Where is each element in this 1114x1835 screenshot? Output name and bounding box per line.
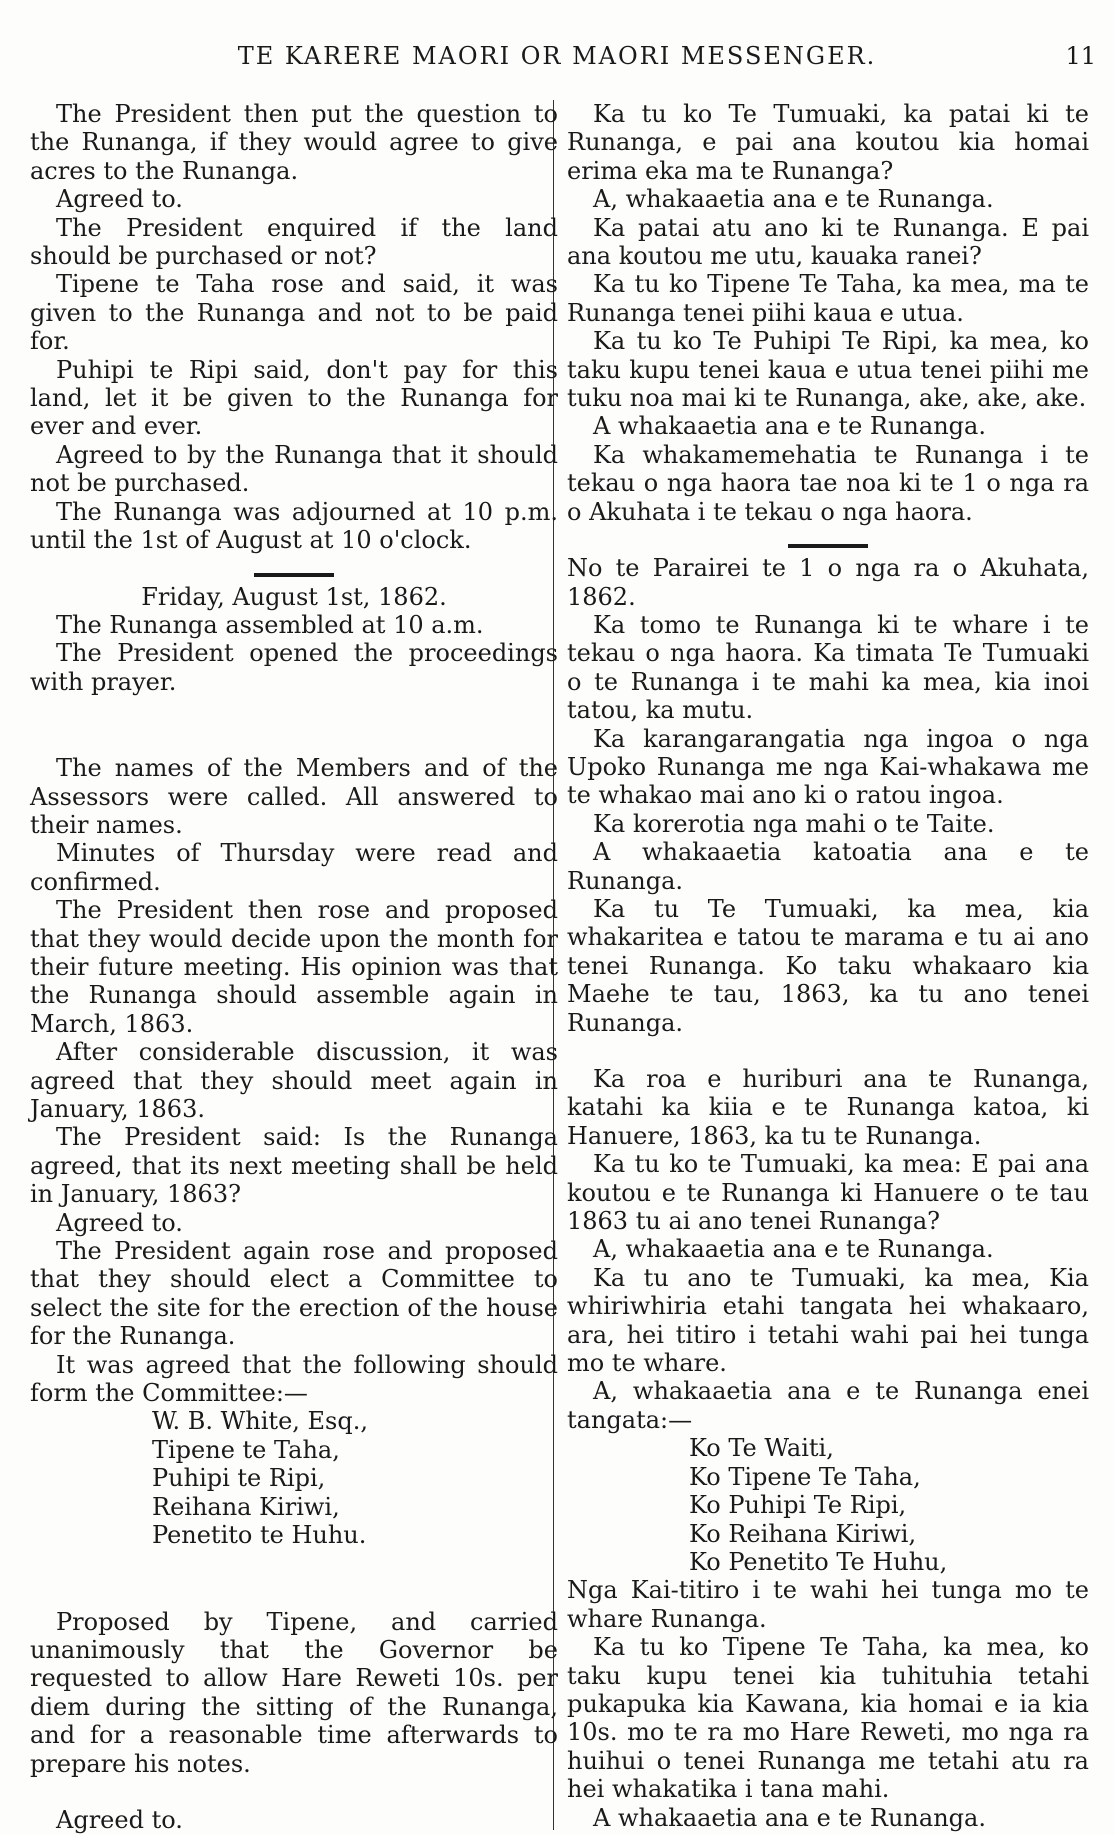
paragraph: Ka patai atu ano ki te Runanga. E pai ana koutou me utu, kauaka ranei?	[567, 213, 1089, 271]
paragraph: Ka karangarangatia nga ingoa o nga Upoko Runanga me nga Kai-whakawa me te whakao mai ano ki o ratou ingoa.	[567, 724, 1089, 810]
paragraph: Tipene te Taha rose and said, it was given to the Runanga and not to be paid for.	[30, 270, 558, 356]
closing-line: Agreed to.	[56, 1805, 183, 1834]
section-rule	[788, 544, 868, 548]
committee-member: Ko Penetito Te Huhu,	[689, 1547, 948, 1576]
date-heading: No te Parairei te 1 o nga ra o Akuhata, 1862.	[567, 554, 1089, 611]
paragraph: Agreed to.	[56, 1208, 183, 1237]
paragraph: A whakaaetia katoatia ana e te Runanga.	[567, 838, 1089, 895]
committee-member: Tipene te Taha,	[152, 1435, 340, 1464]
paragraph: The President said: Is the Runanga agreed, that its next meeting shall be held in January, 1863?	[30, 1123, 558, 1209]
closing-line: A whakaaetia ana e te Runanga.	[593, 1803, 986, 1832]
spacer	[567, 1037, 1089, 1065]
paragraph: Ka tomo te Runanga ki te whare i te tekau o nga haora. Ka timata Te Tumuaki o te Runanga i te mahi ka mea, kia inoi tatou, ka mutu.	[567, 610, 1089, 725]
paragraph: Ka tu ano te Tumuaki, ka mea, Kia whiriwhiria etahi tangata hei whakaaro, ara, hei titiro i tetahi wahi pai hei tunga mo te whare.	[567, 1263, 1089, 1378]
date-heading: Friday, August 1st, 1862.	[141, 582, 447, 611]
maori-column	[567, 100, 1089, 1832]
paragraph: A whakaaetia ana e te Runanga.	[593, 412, 986, 441]
committee-member: Ko Tipene Te Taha,	[689, 1462, 921, 1491]
paragraph: Ka tu ko Te Tumuaki, ka patai ki te Runanga, e pai ana koutou kia homai erima eka ma te Runanga?	[567, 100, 1089, 185]
paragraph: Ka tu Te Tumuaki, ka mea, kia whakaritea e tatou te marama e tu ai ano tenei Runanga. Ko taku whakaaro kia Maehe te tau, 1863, ka tu ano tenei Runanga.	[567, 894, 1089, 1037]
spacer	[30, 1550, 558, 1608]
committee-member: Puhipi te Ripi,	[152, 1464, 326, 1493]
paragraph: Ka tu ko te Tumuaki, ka mea: E pai ana koutou e te Runanga ki Hanuere o te tau 1863 tu ai ano tenei Runanga?	[567, 1150, 1089, 1236]
paragraph: Puhipi te Ripi said, don't pay for this land, let it be given to the Runanga for ever and ever.	[30, 355, 558, 441]
committee-list	[567, 1434, 1089, 1576]
paragraph: Ka whakamemehatia te Runanga i te tekau o nga haora tae noa ki te 1 o nga ra o Akuhata i te tekau o nga haora.	[567, 440, 1089, 526]
committee-member: Reihana Kiriwi,	[152, 1492, 340, 1521]
paragraph: Ka roa e huriburi ana te Runanga, katahi ka kiia e te Runanga katoa, ki Hanuere, 1863, ka tu te Runanga.	[567, 1065, 1089, 1150]
page-title: TE KARERE MAORI OR MAORI MESSENGER.	[237, 42, 877, 70]
paragraph: The President opened the proceedings with prayer.	[30, 639, 558, 696]
paragraph: Nga Kai-titiro i te wahi hei tunga mo te whare Runanga.	[567, 1576, 1089, 1633]
paragraph: A, whakaaetia ana e te Runanga.	[593, 1235, 994, 1264]
paragraph: The Runanga assembled at 10 a.m.	[56, 610, 484, 639]
paragraph: Ka tu ko Te Puhipi Te Ripi, ka mea, ko taku kupu tenei kaua e utua tenei piihi me tuku noa mai ki te Runanga, ake, ake, ake.	[567, 327, 1089, 413]
committee-list	[30, 1407, 558, 1549]
paragraph: Agreed to by the Runanga that it should not be purchased.	[30, 440, 558, 498]
committee-member: W. B. White, Esq.,	[152, 1407, 368, 1436]
paragraph: Proposed by Tipene, and carried unanimously that the Governor be requested to allow Hare Reweti 10s. per diem during the sitting of the Runanga, and for a reasonable time afterwards to prepare his notes.	[30, 1607, 558, 1778]
paragraph: Ka tu ko Tipene Te Taha, ka mea, ko taku kupu tenei kia tuhituhia tetahi pukapuka kia Kawana, kia homai e ia kia 10s. mo te ra mo Hare Reweti, mo nga ra huihui o tenei Runanga me tetahi atu ra hei whakatika i tana mahi.	[567, 1633, 1089, 1804]
spacer	[30, 1778, 558, 1806]
paragraph: Minutes of Thursday were read and confirmed.	[30, 839, 558, 896]
paragraph: The President again rose and proposed that they should elect a Committee to select the site for the erection of the house for the Runanga.	[30, 1237, 558, 1351]
paragraph: The President then put the question to the Runanga, if they would agree to give acres to the Runanga.	[30, 100, 558, 185]
paragraph: The names of the Members and of the Assessors were called. All answered to their names.	[30, 754, 558, 839]
paragraph: Agreed to.	[56, 185, 183, 214]
committee-member: Ko Puhipi Te Ripi,	[689, 1491, 907, 1520]
paragraph: Ka korerotia nga mahi o te Taite.	[593, 809, 995, 838]
paragraph: The President enquired if the land should be purchased or not?	[30, 213, 558, 271]
english-column	[30, 100, 558, 1834]
paragraph: The President then rose and proposed that they would decide upon the month for their future meeting. His opinion was that the Runanga should assemble again in March, 1863.	[30, 896, 558, 1038]
spacer	[30, 696, 558, 754]
section-rule	[254, 573, 334, 577]
paragraph: A, whakaaetia ana e te Runanga.	[593, 185, 994, 214]
page-header	[0, 42, 1114, 82]
committee-member: Ko Reihana Kiriwi,	[689, 1519, 917, 1548]
paragraph: Ka tu ko Tipene Te Taha, ka mea, ma te Runanga tenei piihi kaua e utua.	[567, 270, 1089, 327]
paragraph: After considerable discussion, it was agreed that they should meet again in January, 1863.	[30, 1038, 558, 1123]
paragraph: The Runanga was adjourned at 10 p.m. until the 1st of August at 10 o'clock.	[30, 497, 558, 555]
paragraph: It was agreed that the following should form the Committee:—	[30, 1350, 558, 1408]
page-number: 11	[1065, 42, 1096, 70]
committee-member: Ko Te Waiti,	[689, 1434, 834, 1463]
committee-member: Penetito te Huhu.	[152, 1521, 367, 1550]
paragraph: A, whakaaetia ana e te Runanga enei tangata:—	[567, 1377, 1089, 1434]
